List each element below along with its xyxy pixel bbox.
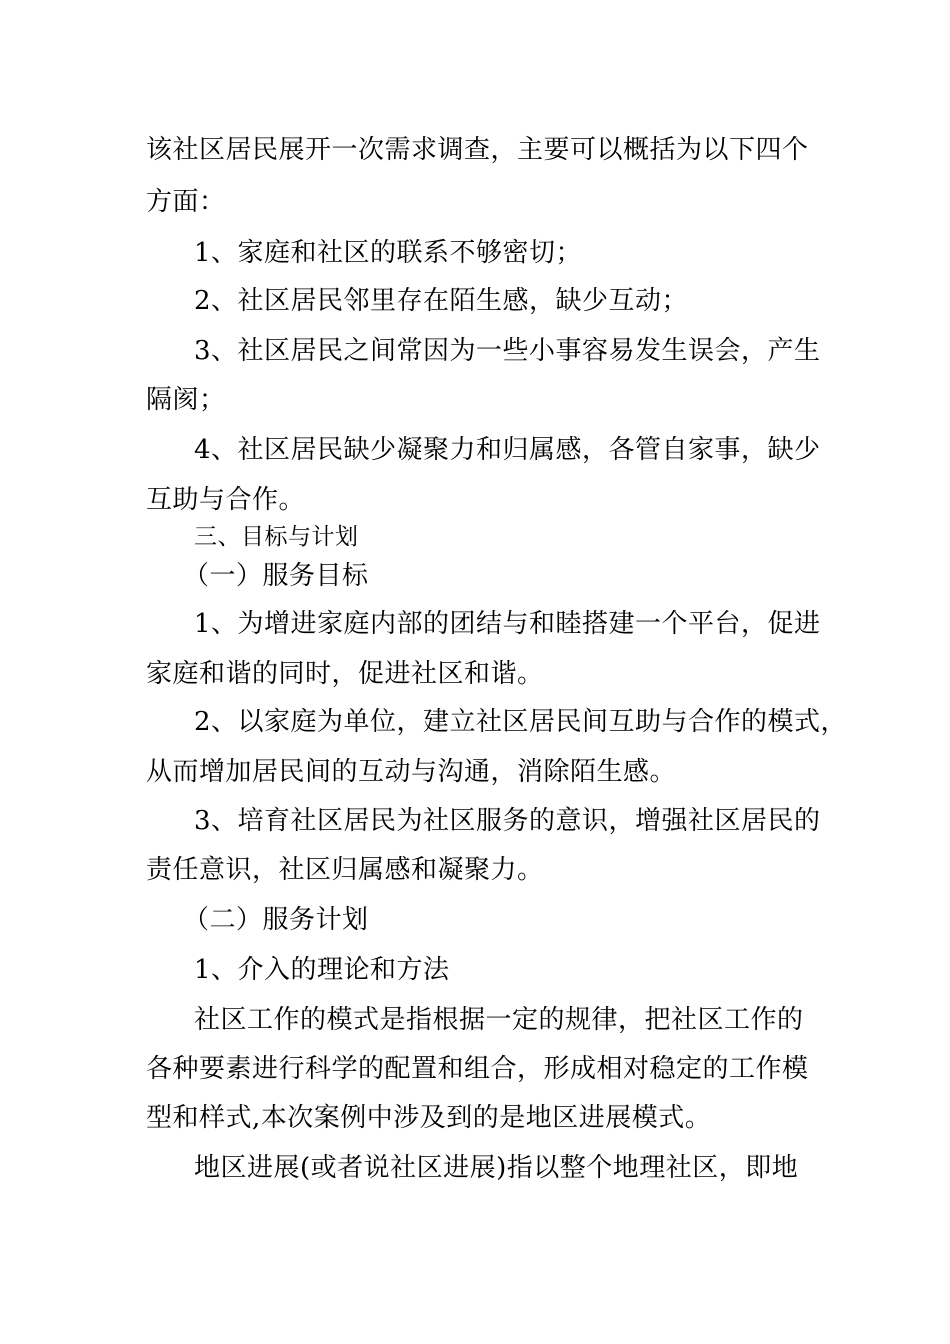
paragraph-line: 社区工作的模式是指根据一定的规律，把社区工作的 xyxy=(194,1005,804,1035)
paragraph-line: 互助与合作。 xyxy=(146,485,306,515)
paragraph-line: 方面： xyxy=(146,187,226,217)
paragraph-line: 从而增加居民间的互动与沟通，消除陌生感。 xyxy=(146,757,677,787)
list-item: 2、以家庭为单位，建立社区居民间互助与合作的模式， xyxy=(194,707,848,737)
list-item: 3、社区居民之间常因为一些小事容易发生误会，产生 xyxy=(194,336,821,366)
paragraph-line: 型和样式,本次案例中涉及到的是地区进展模式。 xyxy=(146,1103,712,1133)
list-item: 2、社区居民邻里存在陌生感，缺少互动； xyxy=(194,286,689,316)
list-item: 1、家庭和社区的联系不够密切； xyxy=(194,238,583,268)
paragraph-line: 隔阂； xyxy=(146,385,226,415)
subsection-heading: 1、介入的理论和方法 xyxy=(194,955,450,985)
paragraph-line: 责任意识，社区归属感和凝聚力。 xyxy=(146,855,544,885)
section-heading: 三、目标与计划 xyxy=(194,524,359,550)
subsection-heading: （二）服务计划 xyxy=(183,905,369,935)
list-item: 3、培育社区居民为社区服务的意识，增强社区居民的 xyxy=(194,806,821,836)
paragraph-line: 各种要素进行科学的配置和组合，形成相对稳定的工作模 xyxy=(146,1054,809,1084)
paragraph-line: 地区进展(或者说社区进展)指以整个地理社区，即地 xyxy=(194,1153,799,1183)
list-item: 1、为增进家庭内部的团结与和睦搭建一个平台，促进 xyxy=(194,609,821,639)
subsection-heading: （一）服务目标 xyxy=(183,561,369,591)
list-item: 4、社区居民缺少凝聚力和归属感，各管自家事，缺少 xyxy=(194,435,821,465)
paragraph-line: 该社区居民展开一次需求调查，主要可以概括为以下四个 xyxy=(146,135,809,165)
paragraph-line: 家庭和谐的同时，促进社区和谐。 xyxy=(146,659,544,689)
